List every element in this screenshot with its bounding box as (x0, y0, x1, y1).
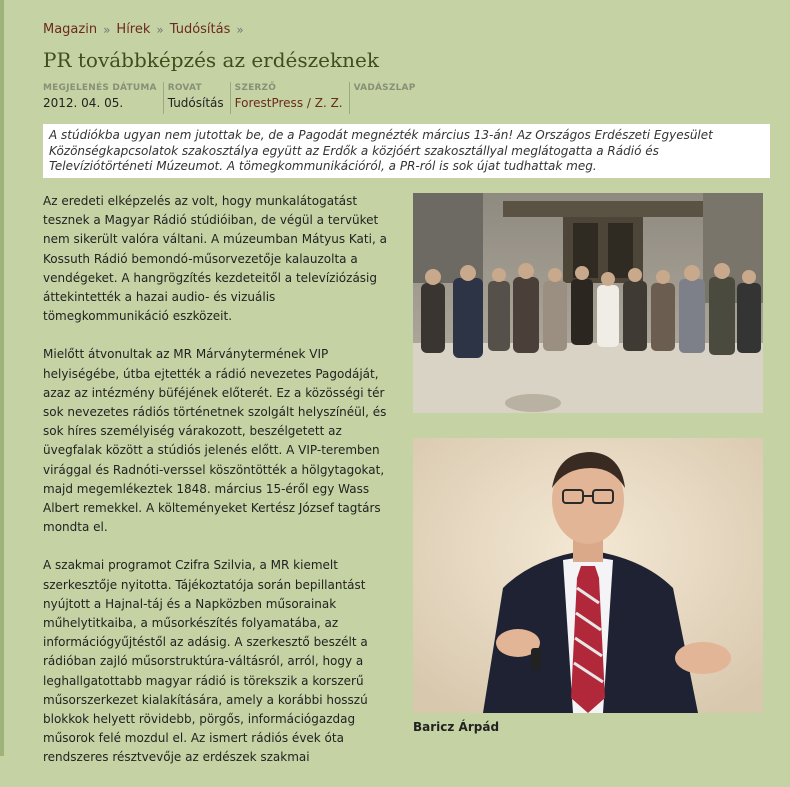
breadcrumb (43, 22, 244, 37)
breadcrumb-separator: » (236, 22, 244, 37)
meta-author (230, 82, 349, 114)
article-lead: A stúdiókba ugyan nem jutottak be, de a Pagodát megnézték március 13-án! Az Országos Erdészeti Egyesület Közönségkapcsolatok szakosztálya együtt az Erdők a közjóért szakosztállyal meglátogatta a Rádió és Televíziótörténeti Múzeumot. A tömegkommunikációról, a PR-ról is sok újat tudhattak meg. (43, 124, 770, 178)
article-body (43, 192, 395, 787)
meta-date (40, 82, 163, 114)
breadcrumb-tudositas[interactable]: Tudósítás (169, 22, 231, 37)
meta-date-value: 2012. 04. 05. (43, 96, 124, 110)
group-photo-image (413, 193, 763, 413)
photo-caption: Baricz Árpád (413, 720, 500, 734)
meta-source (349, 82, 422, 114)
meta-author-label: SZERZŐ (234, 83, 277, 93)
meta-rovat-value: Tudósítás (167, 96, 224, 110)
article-paragraph: A szakmai programot Czifra Szilvia, a MR kiemelt szerkesztője nyitotta. Tájékoztatója során bepillantást nyújtott a Hajnal-táj és a Napközben műsorainak műhelytitkaiba, a műsorkészítés folyamatába, az információgyűjtéstől az adásig. A szerkesztő beszélt a rádióban zajló műsorstruktúra-váltásról, arról, hogy a leghallgatottabb magyar rádió is törekszik a korszerű műsorszerkezet kialakítására, amely a korábbi hosszú blokkok helyett rövidebb, pörgős, információgazdag műsorok felé mozdul el. Az ismert rádiós évek óta rendszeres résztvevője az erdészek szakmai (43, 558, 368, 765)
group-photo[interactable] (413, 193, 763, 413)
portrait-photo[interactable] (413, 438, 763, 713)
meta-source-label: VADÁSZLAP (353, 83, 416, 93)
breadcrumb-magazin[interactable]: Magazin (43, 22, 98, 37)
meta-author-link[interactable]: ForestPress / Z. Z. (234, 96, 343, 110)
breadcrumb-separator: » (156, 22, 164, 37)
article-paragraph: Mielőtt átvonultak az MR Márványtermének VIP helyiségébe, útba ejtették a rádió nevezetes Pagodáját, azaz az intézmény büféjének előterét. Ez a közösségi tér sok nevezetes rádiós történetnek szolgált helyszínéül, és sok híres személyiség várakozott, beszélgetett az üvegfalak között a stúdiós jelenés előtt. A VIP-teremben virággal és Radnóti-verssel köszöntötték a hölgytagokat, majd megemlékeztek 1848. március 15-éről egy Wass Albert remekkel. A költeményeket Kertész József tagtárs mondta el. (43, 347, 387, 535)
portrait-photo-image (413, 438, 763, 713)
article-paragraph: Az eredeti elképzelés az volt, hogy munkalátogatást tesznek a Magyar Rádió stúdióiban, de végül a tervüket nem sikerült valóra váltani. A múzeumban Mátyus Kati, a Kossuth Rádió bemondó-műsorvezetője kalauzolta a vendégeket. A hangrögzítés kezdeteitől a televíziózásig áttekintették a hazai audio- és vizuális tömegkommunikáció eszközeit. (43, 194, 387, 324)
article-meta (40, 82, 422, 114)
page-title: PR továbbképzés az erdészeknek (43, 48, 379, 72)
meta-date-label: MEGJELENÉS DÁTUMA (43, 83, 157, 93)
breadcrumb-hirek[interactable]: Hírek (116, 22, 151, 37)
breadcrumb-separator: » (103, 22, 111, 37)
meta-rovat (163, 82, 230, 114)
meta-rovat-label: ROVAT (167, 83, 202, 93)
